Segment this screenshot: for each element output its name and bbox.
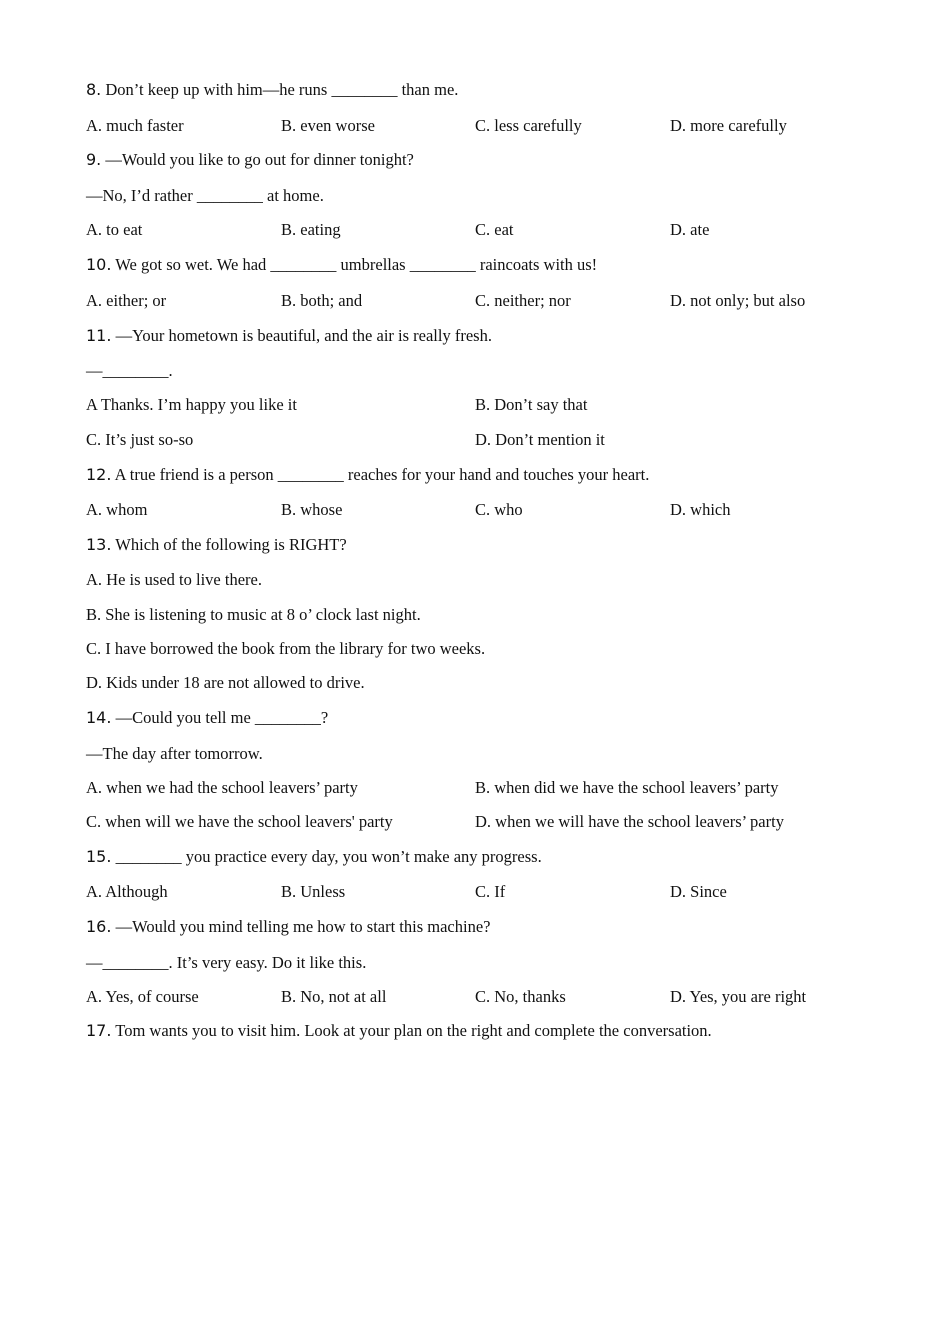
option-b: B. No, not at all (281, 987, 387, 1006)
option-b: B. whose (281, 500, 343, 519)
option-d: D. Don’t mention it (475, 430, 605, 449)
question-16 (86, 916, 491, 938)
option-d: D. Kids under 18 are not allowed to drive. (86, 673, 365, 692)
question-number: 16. (86, 917, 112, 936)
question-10 (86, 254, 597, 276)
option-a: A. either; or (86, 291, 167, 310)
option-c: C. If (475, 882, 506, 901)
question-number: 10. (86, 255, 112, 274)
question-number: 13. (86, 535, 112, 554)
question-stem: ________ you practice every day, you won’t make any progress. (115, 847, 542, 866)
question-stem: —Would you mind telling me how to start this machine? (115, 917, 491, 936)
option-d: D. more carefully (670, 116, 787, 135)
option-a: A. when we had the school leavers’ party (86, 778, 358, 797)
option-a: A Thanks. I’m happy you like it (86, 395, 297, 414)
option-c: C. eat (475, 220, 514, 239)
question-reply: —The day after tomorrow. (86, 744, 263, 763)
question-number: 8. (86, 80, 102, 99)
question-number: 17. (86, 1021, 112, 1040)
option-d: D. when we will have the school leavers’ party (475, 812, 784, 831)
option-a: A. much faster (86, 116, 184, 135)
option-d: D. Since (670, 882, 727, 901)
question-8 (86, 79, 458, 101)
question-stem: —Your hometown is beautiful, and the air is really fresh. (115, 326, 492, 345)
option-a: A. He is used to live there. (86, 570, 262, 589)
option-a: A. Yes, of course (86, 987, 199, 1006)
option-b: B. Don’t say that (475, 395, 588, 414)
question-stem: —Would you like to go out for dinner tonight? (105, 150, 414, 169)
option-d: D. Yes, you are right (670, 987, 807, 1006)
question-reply: —________. It’s very easy. Do it like this. (86, 953, 367, 972)
question-14 (86, 707, 328, 729)
question-reply: —No, I’d rather ________ at home. (86, 186, 324, 205)
question-17 (86, 1020, 712, 1042)
question-number: 11. (86, 326, 112, 345)
option-b: B. even worse (281, 116, 375, 135)
question-stem: Which of the following is RIGHT? (115, 535, 347, 554)
question-stem: A true friend is a person ________ reaches for your hand and touches your heart. (114, 465, 650, 484)
option-b: B. eating (281, 220, 341, 239)
option-d: D. not only; but also (670, 291, 806, 310)
question-number: 9. (86, 150, 102, 169)
question-reply: —________. (86, 361, 173, 380)
option-a: A. whom (86, 500, 148, 519)
question-number: 12. (86, 465, 112, 484)
option-c: C. who (475, 500, 523, 519)
option-c: C. less carefully (475, 116, 582, 135)
option-a: A. to eat (86, 220, 143, 239)
option-b: B. Unless (281, 882, 346, 901)
option-b: B. when did we have the school leavers’ party (475, 778, 779, 797)
question-number: 15. (86, 847, 112, 866)
question-stem: We got so wet. We had ________ umbrellas ________ raincoats with us! (115, 255, 598, 274)
question-9 (86, 149, 414, 171)
option-b: B. She is listening to music at 8 o’ clock last night. (86, 605, 421, 624)
question-11 (86, 325, 492, 347)
option-c: C. It’s just so-so (86, 430, 194, 449)
option-c: C. neither; nor (475, 291, 571, 310)
option-c: C. No, thanks (475, 987, 566, 1006)
question-number: 14. (86, 708, 112, 727)
option-c: C. when will we have the school leavers' party (86, 812, 393, 831)
question-12 (86, 464, 649, 486)
option-b: B. both; and (281, 291, 363, 310)
question-stem: Tom wants you to visit him. Look at your plan on the right and complete the conversation. (115, 1021, 712, 1040)
question-stem: Don’t keep up with him—he runs ________ than me. (105, 80, 459, 99)
option-a: A. Although (86, 882, 168, 901)
option-d: D. ate (670, 220, 710, 239)
question-stem: —Could you tell me ________? (115, 708, 329, 727)
option-d: D. which (670, 500, 731, 519)
option-c: C. I have borrowed the book from the library for two weeks. (86, 639, 486, 658)
question-15 (86, 846, 542, 868)
question-13 (86, 534, 347, 556)
